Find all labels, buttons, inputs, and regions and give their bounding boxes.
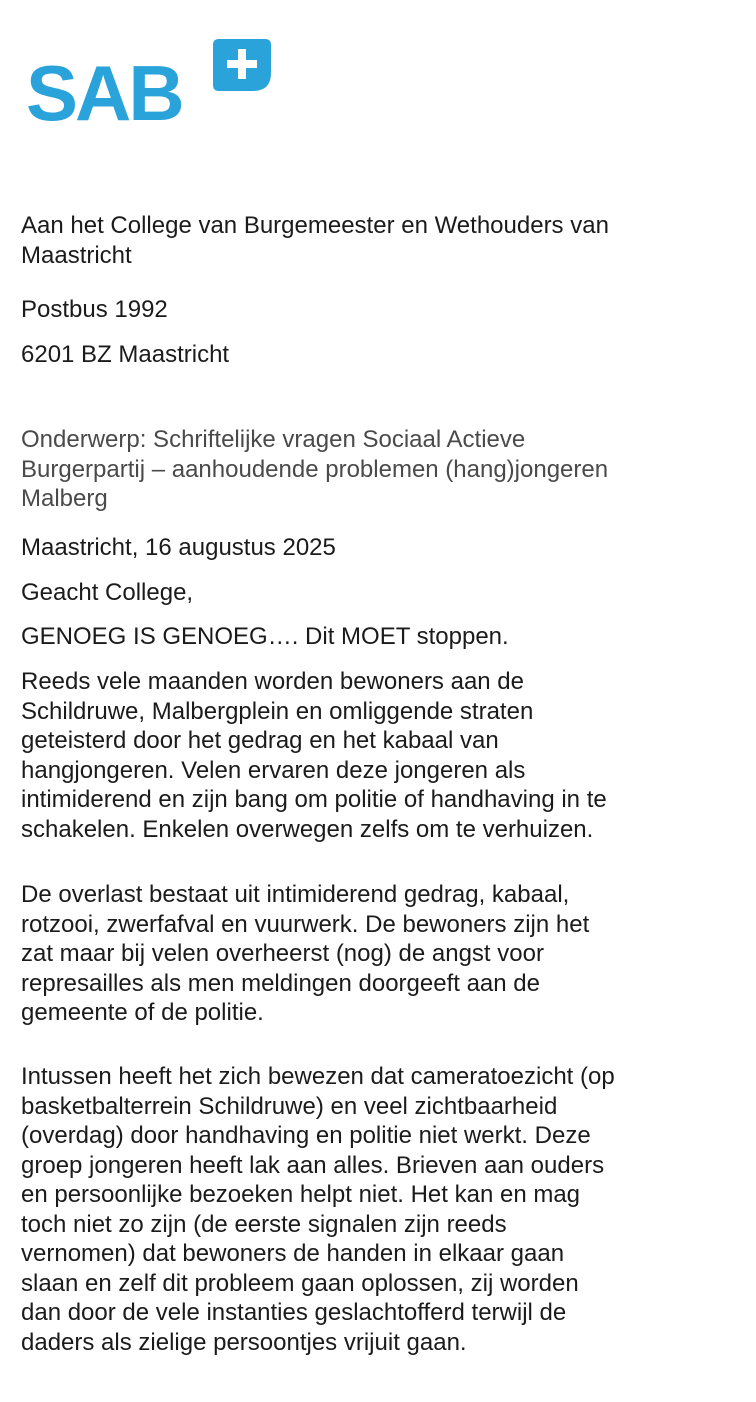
postbus-line: Postbus 1992 xyxy=(21,296,168,323)
subject-line: Onderwerp: Schriftelijke vragen Sociaal Actieve Burgerpartij – aanhoudende problemen (hang)jongeren Malberg xyxy=(21,426,609,512)
headline: GENOEG IS GENOEG…. Dit MOET stoppen. xyxy=(21,623,509,650)
city-line: 6201 BZ Maastricht xyxy=(21,341,230,368)
plus-badge-icon xyxy=(213,39,271,91)
paragraph-3: Intussen heeft het zich bewezen dat cameratoezicht (op basketbalterrein Schildruwe) en veel zichtbaarheid (overdag) door handhaving en politie niet werkt. Deze groep jongeren heeft lak aan alles. Brieven aan ouders en persoonlijke bezoeken helpt niet. Het kan en mag toch niet zo zijn (de eerste signalen zijn reeds vernomen) dat bewoners de handen in elkaar gaan slaan en zelf dit probleem gaan oplossen, zij worden dan door de vele instanties geslachtofferd terwijl de daders als zielige persoontjes vrijuit gaan. xyxy=(21,1063,615,1356)
logo-text: SAB xyxy=(26,49,182,137)
paragraph-2: De overlast bestaat uit intimiderend gedrag, kabaal, rotzooi, zwerfafval en vuurwerk. De bewoners zijn het zat maar bij velen overheerst (nog) de angst voor represailles als men meldingen doorgeeft aan de gemeente of de politie. xyxy=(21,881,590,1026)
recipient-address: Aan het College van Burgemeester en Wethouders van Maastricht xyxy=(21,212,609,269)
date-line: Maastricht, 16 augustus 2025 xyxy=(21,534,336,561)
sab-logo xyxy=(26,34,256,144)
salutation: Geacht College, xyxy=(21,579,194,606)
paragraph-1: Reeds vele maanden worden bewoners aan de Schildruwe, Malbergplein en omliggende straten geteisterd door het gedrag en het kabaal van hangjongeren. Velen ervaren deze jongeren als intimiderend en zijn bang om politie of handhaving in te schakelen. Enkelen overwegen zelfs om te verhuizen. xyxy=(21,668,607,843)
